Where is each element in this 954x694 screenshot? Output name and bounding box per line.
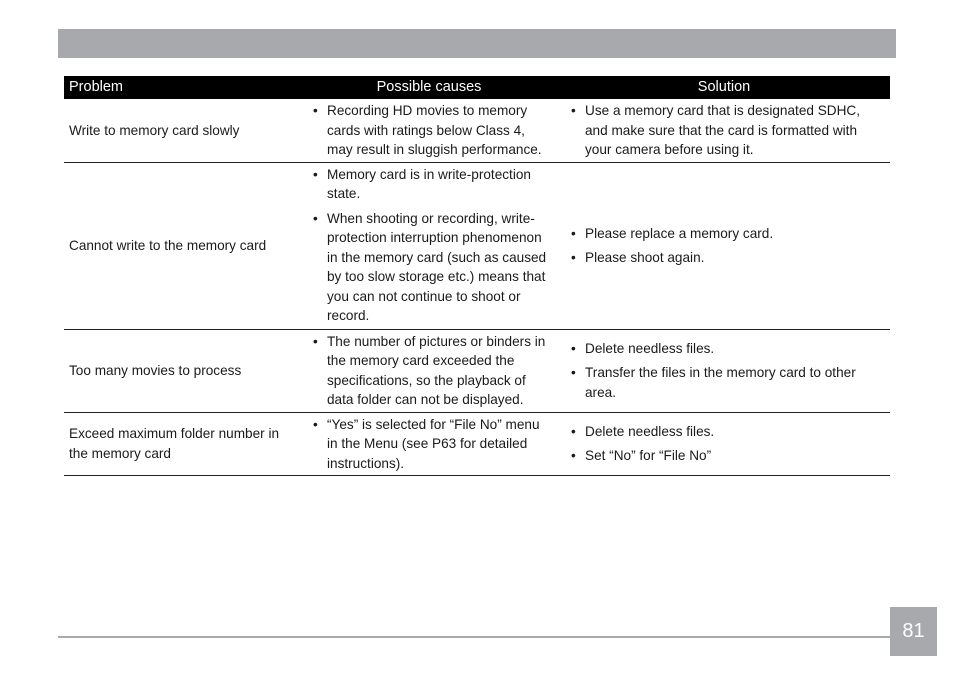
problem-cell: Cannot write to the memory card	[64, 162, 300, 329]
solution-cell	[558, 412, 890, 476]
solution-cell	[558, 99, 890, 162]
solution-cell	[558, 162, 890, 329]
causes-cell	[300, 162, 558, 329]
cause-item: • When shooting or recording, write-protection interruption phenomenon in the memory card (such as caused by too slow storage etc.) means that you can not continue to shoot or record.	[311, 209, 548, 326]
header-possible-causes: Possible causes	[300, 76, 558, 99]
causes-cell	[300, 99, 558, 162]
table-row	[64, 329, 890, 412]
cause-item: • The number of pictures or binders in the memory card exceeded the specifications, so the playback of data folder can not be displayed.	[311, 332, 548, 410]
causes-cell	[300, 329, 558, 412]
problem-cell: Write to memory card slowly	[64, 99, 300, 162]
solution-item: • Transfer the files in the memory card to other area.	[569, 363, 880, 402]
problem-cell: Exceed maximum folder number in the memory card	[64, 412, 300, 476]
solution-cell	[558, 329, 890, 412]
header-solution: Solution	[558, 76, 890, 99]
solution-item: • Delete needless files.	[569, 339, 880, 359]
solution-item: • Please shoot again.	[569, 248, 880, 268]
cause-item: • “Yes” is selected for “File No” menu in the Menu (see P63 for detailed instructions).	[311, 415, 548, 474]
header-problem: Problem	[64, 76, 300, 99]
table-header-row	[64, 76, 890, 99]
solution-item: • Please replace a memory card.	[569, 224, 880, 244]
solution-item: • Use a memory card that is designated SDHC, and make sure that the card is formatted with your camera before using it.	[569, 101, 880, 160]
page-number: 81	[890, 607, 937, 656]
problem-cell: Too many movies to process	[64, 329, 300, 412]
causes-cell	[300, 412, 558, 476]
solution-item: • Set “No” for “File No”	[569, 446, 880, 466]
cause-item: • Recording HD movies to memory cards with ratings below Class 4, may result in sluggish performance.	[311, 101, 548, 160]
cause-item: • Memory card is in write-protection state.	[311, 165, 548, 204]
header-bar	[58, 29, 896, 58]
solution-item: • Delete needless files.	[569, 422, 880, 442]
troubleshooting-table	[64, 76, 890, 476]
table-row	[64, 162, 890, 329]
table-row	[64, 99, 890, 162]
footer-divider	[58, 636, 890, 638]
table-row	[64, 412, 890, 476]
